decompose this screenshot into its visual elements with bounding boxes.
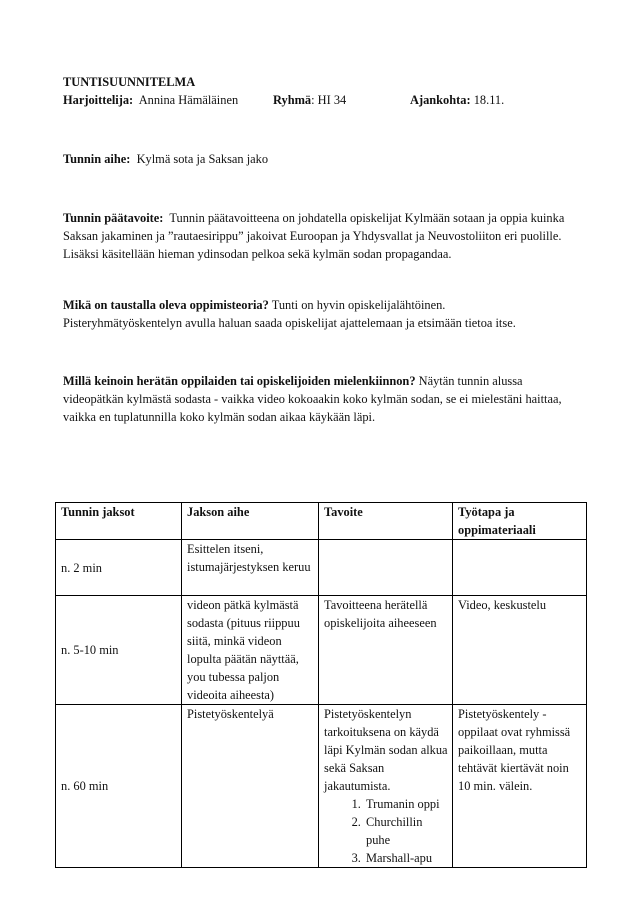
- table-header-row: [56, 503, 587, 540]
- interest-paragraph: [63, 372, 575, 426]
- goal-value: Tunnin päätavoitteena on johdatella opiskelijat Kylmään sotaan ja oppia kuinka Saksan jakaminen ja ”rautaesirippu” jakoivat Euroopan ja Yhdysvallat ja Neuvostoliiton eri puolille. Lisäksi käsitellään hieman ydinsodan pelkoa sekä kylmän sodan propagandaa.: [63, 211, 565, 261]
- lesson-plan-table: [55, 502, 587, 868]
- topic-label: Tunnin aihe:: [63, 152, 131, 166]
- goal-list: [324, 795, 448, 867]
- table-row: [56, 596, 587, 705]
- document-header: [63, 73, 583, 109]
- header-cell: Tavoite: [319, 503, 453, 540]
- topic-paragraph: [63, 150, 583, 168]
- theory-value: Tunti on hyvin opiskelijalähtöinen. Pisteryhmätyöskentelyn avulla haluan saada opiskelijat ajattelemaan ja etsimään tietoa itse.: [63, 298, 516, 330]
- topic-cell: videon pätkä kylmästä sodasta (pituus riippuu siitä, minkä videon lopulta päätän näyttää, you tubessa paljon videoita aiheesta): [182, 596, 319, 705]
- time-cell: n. 60 min: [56, 705, 182, 868]
- theory-label: Mikä on taustalla oleva oppimisteoria?: [63, 298, 269, 312]
- date-value: 18.11.: [473, 93, 505, 107]
- goal-cell: [319, 705, 453, 868]
- method-cell: Pistetyöskentely - oppilaat ovat ryhmissä paikoillaan, mutta tehtävät kiertävät noin 10 min. välein.: [453, 705, 587, 868]
- goal-label: Tunnin päätavoite:: [63, 211, 164, 225]
- goal-paragraph: [63, 209, 585, 263]
- topic-cell: Esittelen itseni, istumajärjestyksen keruu: [182, 540, 319, 596]
- group-label: Ryhmä: [273, 93, 312, 107]
- header-cell: Jakson aihe: [182, 503, 319, 540]
- list-item: 2. Churchillin puhe: [364, 813, 448, 849]
- list-item: 1. Trumanin oppi: [364, 795, 448, 813]
- trainer-value: Annina Hämäläinen: [138, 93, 239, 107]
- time-cell: n. 2 min: [56, 540, 182, 596]
- time-cell: n. 5-10 min: [56, 596, 182, 705]
- table-row: [56, 705, 587, 868]
- interest-value: Näytän tunnin alussa videopätkän kylmästä sodasta - vaikka video kokoaakin koko kylmän sodan, se ei mielestäni haittaa, vaikka en tuplatunnilla koko kylmän sodan aikaa käykään läpi.: [63, 374, 562, 424]
- header-info-row: [63, 91, 583, 109]
- interest-label: Millä keinoin herätän oppilaiden tai opiskelijoiden mielenkiinnon?: [63, 374, 416, 388]
- trainer-field: [63, 91, 238, 109]
- method-cell: [453, 540, 587, 596]
- goal-cell: Tavoitteena herätellä opiskelijoita aiheeseen: [319, 596, 453, 705]
- list-item: 3. Marshall-apu: [364, 849, 448, 867]
- topic-cell: Pistetyöskentelyä: [182, 705, 319, 868]
- topic-value: Kylmä sota ja Saksan jako: [136, 152, 269, 166]
- table-row: [56, 540, 587, 596]
- group-value: : HI 34: [311, 93, 347, 107]
- group-field: [273, 91, 346, 109]
- trainer-label: Harjoittelija:: [63, 93, 134, 107]
- date-field: [410, 91, 504, 109]
- header-cell: Tunnin jaksot: [56, 503, 182, 540]
- goal-text: Pistetyöskentelyn tarkoituksena on käydä läpi Kylmän sodan alkua sekä Saksan jakautumista.: [324, 707, 448, 793]
- method-cell: Video, keskustelu: [453, 596, 587, 705]
- date-label: Ajankohta:: [410, 93, 471, 107]
- header-cell: Työtapa ja oppimateriaali: [453, 503, 587, 540]
- document-title: TUNTISUUNNITELMA: [63, 75, 196, 89]
- goal-cell: [319, 540, 453, 596]
- theory-paragraph: [63, 296, 543, 332]
